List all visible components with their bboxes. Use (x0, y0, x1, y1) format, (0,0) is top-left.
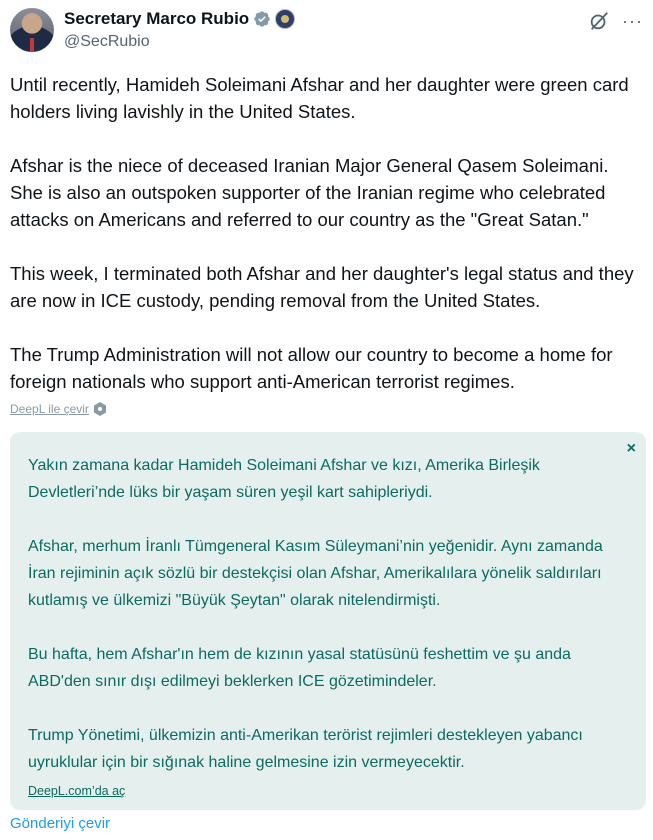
state-department-seal-icon (275, 9, 295, 29)
translation-paragraph: Yakın zamana kadar Hamideh Soleimani Afshar ve kızı, Amerika Birleşik Devletleri’nde lüks bir yaşam süren yeşil kart sahipleriydi. (28, 457, 540, 501)
tweet-paragraph: The Trump Administration will not allow our country to become a home for foreign nationals who support anti-American terrorist regimes. (10, 344, 613, 392)
translation-paragraph: Trump Yönetimi, ülkemizin anti-Amerikan terörist rejimleri destekleyen yabancı uyruklular için bir sığınak haline gelmesine izin vermeyecektir. (28, 727, 583, 771)
translation-text (28, 452, 618, 803)
tweet-text (10, 71, 646, 395)
deepl-translate-link[interactable]: DeepL ile çevir (10, 402, 89, 416)
close-icon[interactable]: × (626, 440, 636, 457)
translate-post-link[interactable]: Gönderiyi çevir (10, 815, 111, 832)
translation-panel (10, 432, 646, 810)
tweet-paragraph: Until recently, Hamideh Soleimani Afshar and her daughter were green card holders living lavishly in the United States. (10, 74, 629, 122)
author-handle[interactable]: @SecRubio (64, 33, 150, 50)
avatar[interactable] (10, 8, 54, 52)
deepl-icon (94, 402, 106, 416)
author-name[interactable]: Secretary Marco Rubio (64, 9, 250, 28)
verified-badge-icon (253, 10, 271, 28)
author-name-row (64, 9, 295, 29)
tweet-paragraph: Afshar is the niece of deceased Iranian Major General Qasem Soleimani. She is also an outspoken supporter of the Iranian regime who celebrated attacks on Americans and referred to our country as the "Great Satan." (10, 155, 609, 230)
grok-icon[interactable] (588, 10, 610, 32)
more-options-icon[interactable]: ··· (622, 10, 643, 31)
tweet-header (10, 8, 643, 56)
translation-paragraph: Afshar, merhum İranlı Tümgeneral Kasım Süleymani’nin yeğenidir. Aynı zamanda İran rejiminin açık sözlü bir destekçisi olan Afshar, Amerikalılara yönelik saldırıları kutlamış ve ülkemizi "Büyük Şeytan" olarak nitelendirmişti. (28, 538, 603, 609)
header-actions (588, 10, 643, 32)
deepl-translate-row (10, 402, 106, 416)
translation-paragraph: Bu hafta, hem Afshar'ın hem de kızının yasal statüsünü feshettim ve şu anda ABD'den sınır dışı edilmeyi beklerken ICE gözetimindeler. (28, 646, 571, 690)
tweet-paragraph: This week, I terminated both Afshar and her daughter's legal status and they are now in ICE custody, pending removal from the United States. (10, 263, 634, 311)
deepl-open-link[interactable]: DeepL.com’da aç (28, 784, 126, 798)
